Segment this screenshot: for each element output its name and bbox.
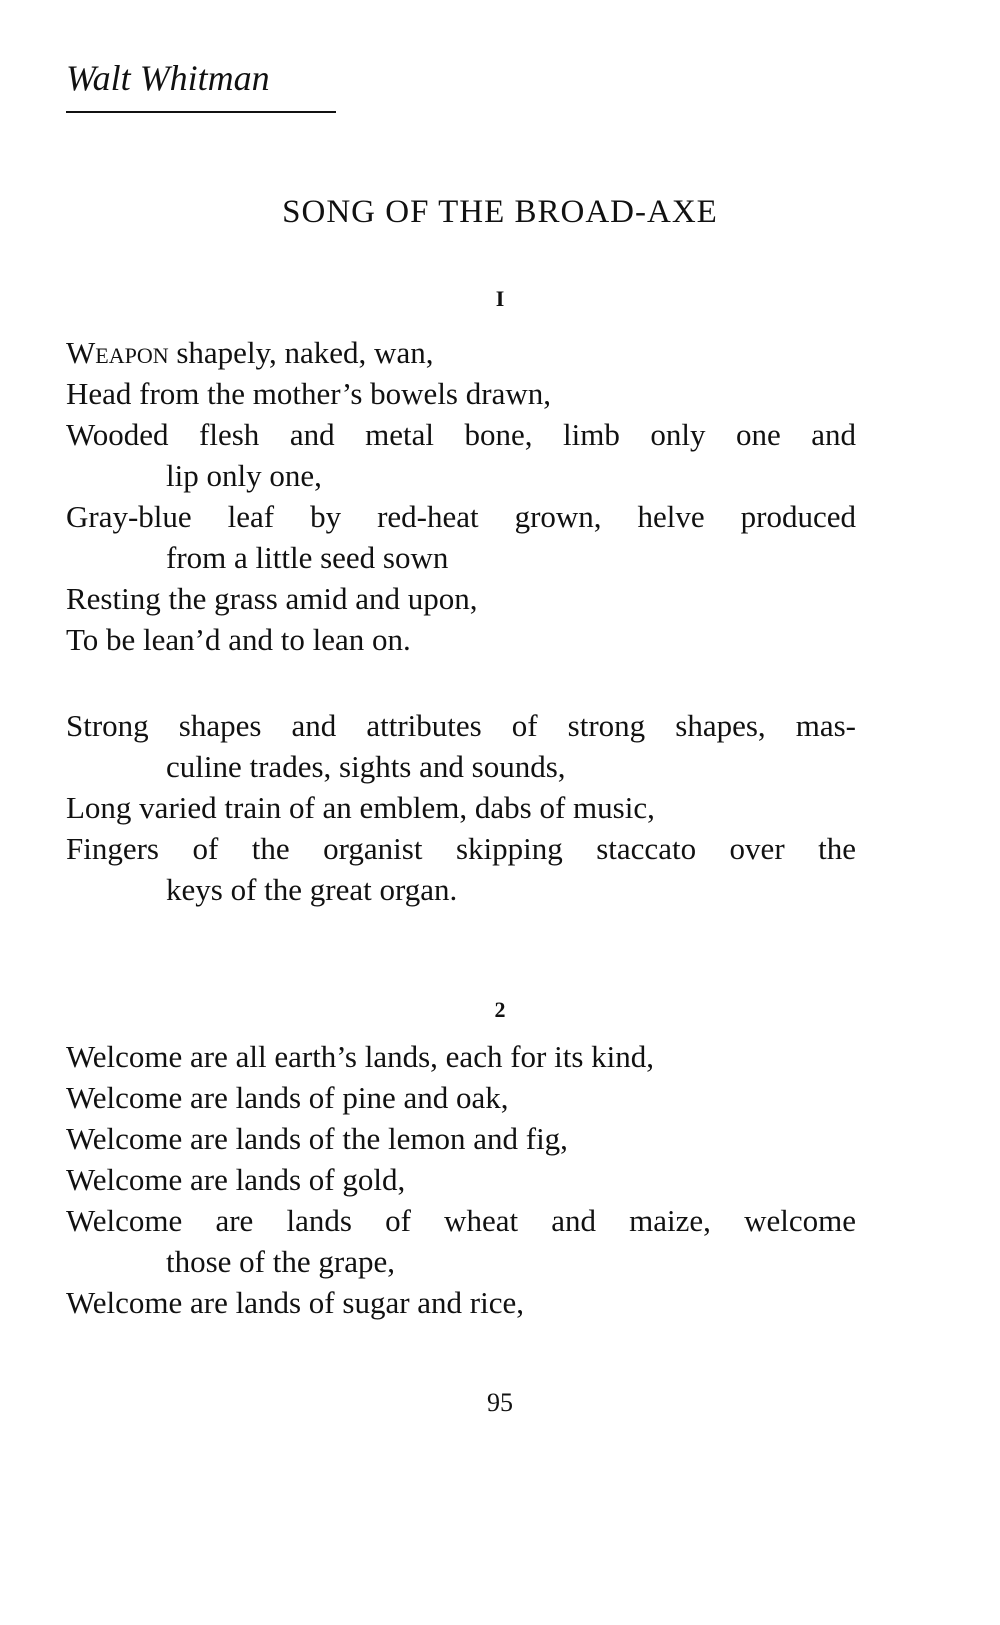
- verse-line: Fingers of the organist skipping staccato over the: [66, 831, 856, 866]
- author-underline: [66, 111, 336, 113]
- stanza: [66, 705, 856, 910]
- verse-line: [66, 332, 856, 373]
- verse-line-continuation: those of the grape,: [166, 1244, 395, 1279]
- verse-line: Wooded flesh and metal bone, limb only one and: [66, 417, 856, 452]
- verse-line: Long varied train of an emblem, dabs of music,: [66, 790, 655, 825]
- verse-line-continuation: lip only one,: [166, 458, 322, 493]
- verse-line-continuation: from a little seed sown: [166, 540, 449, 575]
- section-number: I: [495, 286, 505, 311]
- verse-line: Welcome are lands of wheat and maize, welcome: [66, 1203, 856, 1238]
- verse-line: To be lean’d and to lean on.: [66, 622, 411, 657]
- poem-title: SONG OF THE BROAD-AXE: [282, 194, 718, 230]
- verse-line: Head from the mother’s bowels drawn,: [66, 376, 551, 411]
- verse-line: Welcome are lands of the lemon and fig,: [66, 1121, 568, 1156]
- verse-line-continuation: culine trades, sights and sounds,: [166, 749, 566, 784]
- stanza: [66, 1036, 856, 1323]
- verse-text: shapely, naked, wan,: [168, 335, 434, 370]
- verse-line: Welcome are all earth’s lands, each for its kind,: [66, 1039, 655, 1074]
- verse-line: Welcome are lands of pine and oak,: [66, 1080, 509, 1115]
- page-number: 95: [487, 1388, 513, 1417]
- author-name: Walt Whitman: [66, 58, 270, 98]
- verse-line: Strong shapes and attributes of strong shapes, mas-: [66, 708, 856, 743]
- verse-line: Welcome are lands of gold,: [66, 1162, 406, 1197]
- verse-line: Welcome are lands of sugar and rice,: [66, 1285, 524, 1320]
- verse-line: Resting the grass amid and upon,: [66, 581, 478, 616]
- verse-line-continuation: keys of the great organ.: [166, 872, 458, 907]
- verse-line: Gray-blue leaf by red-heat grown, helve produced: [66, 499, 856, 534]
- stanza: [66, 332, 856, 660]
- first-word: Weapon: [66, 335, 169, 370]
- section-number: 2: [494, 997, 506, 1022]
